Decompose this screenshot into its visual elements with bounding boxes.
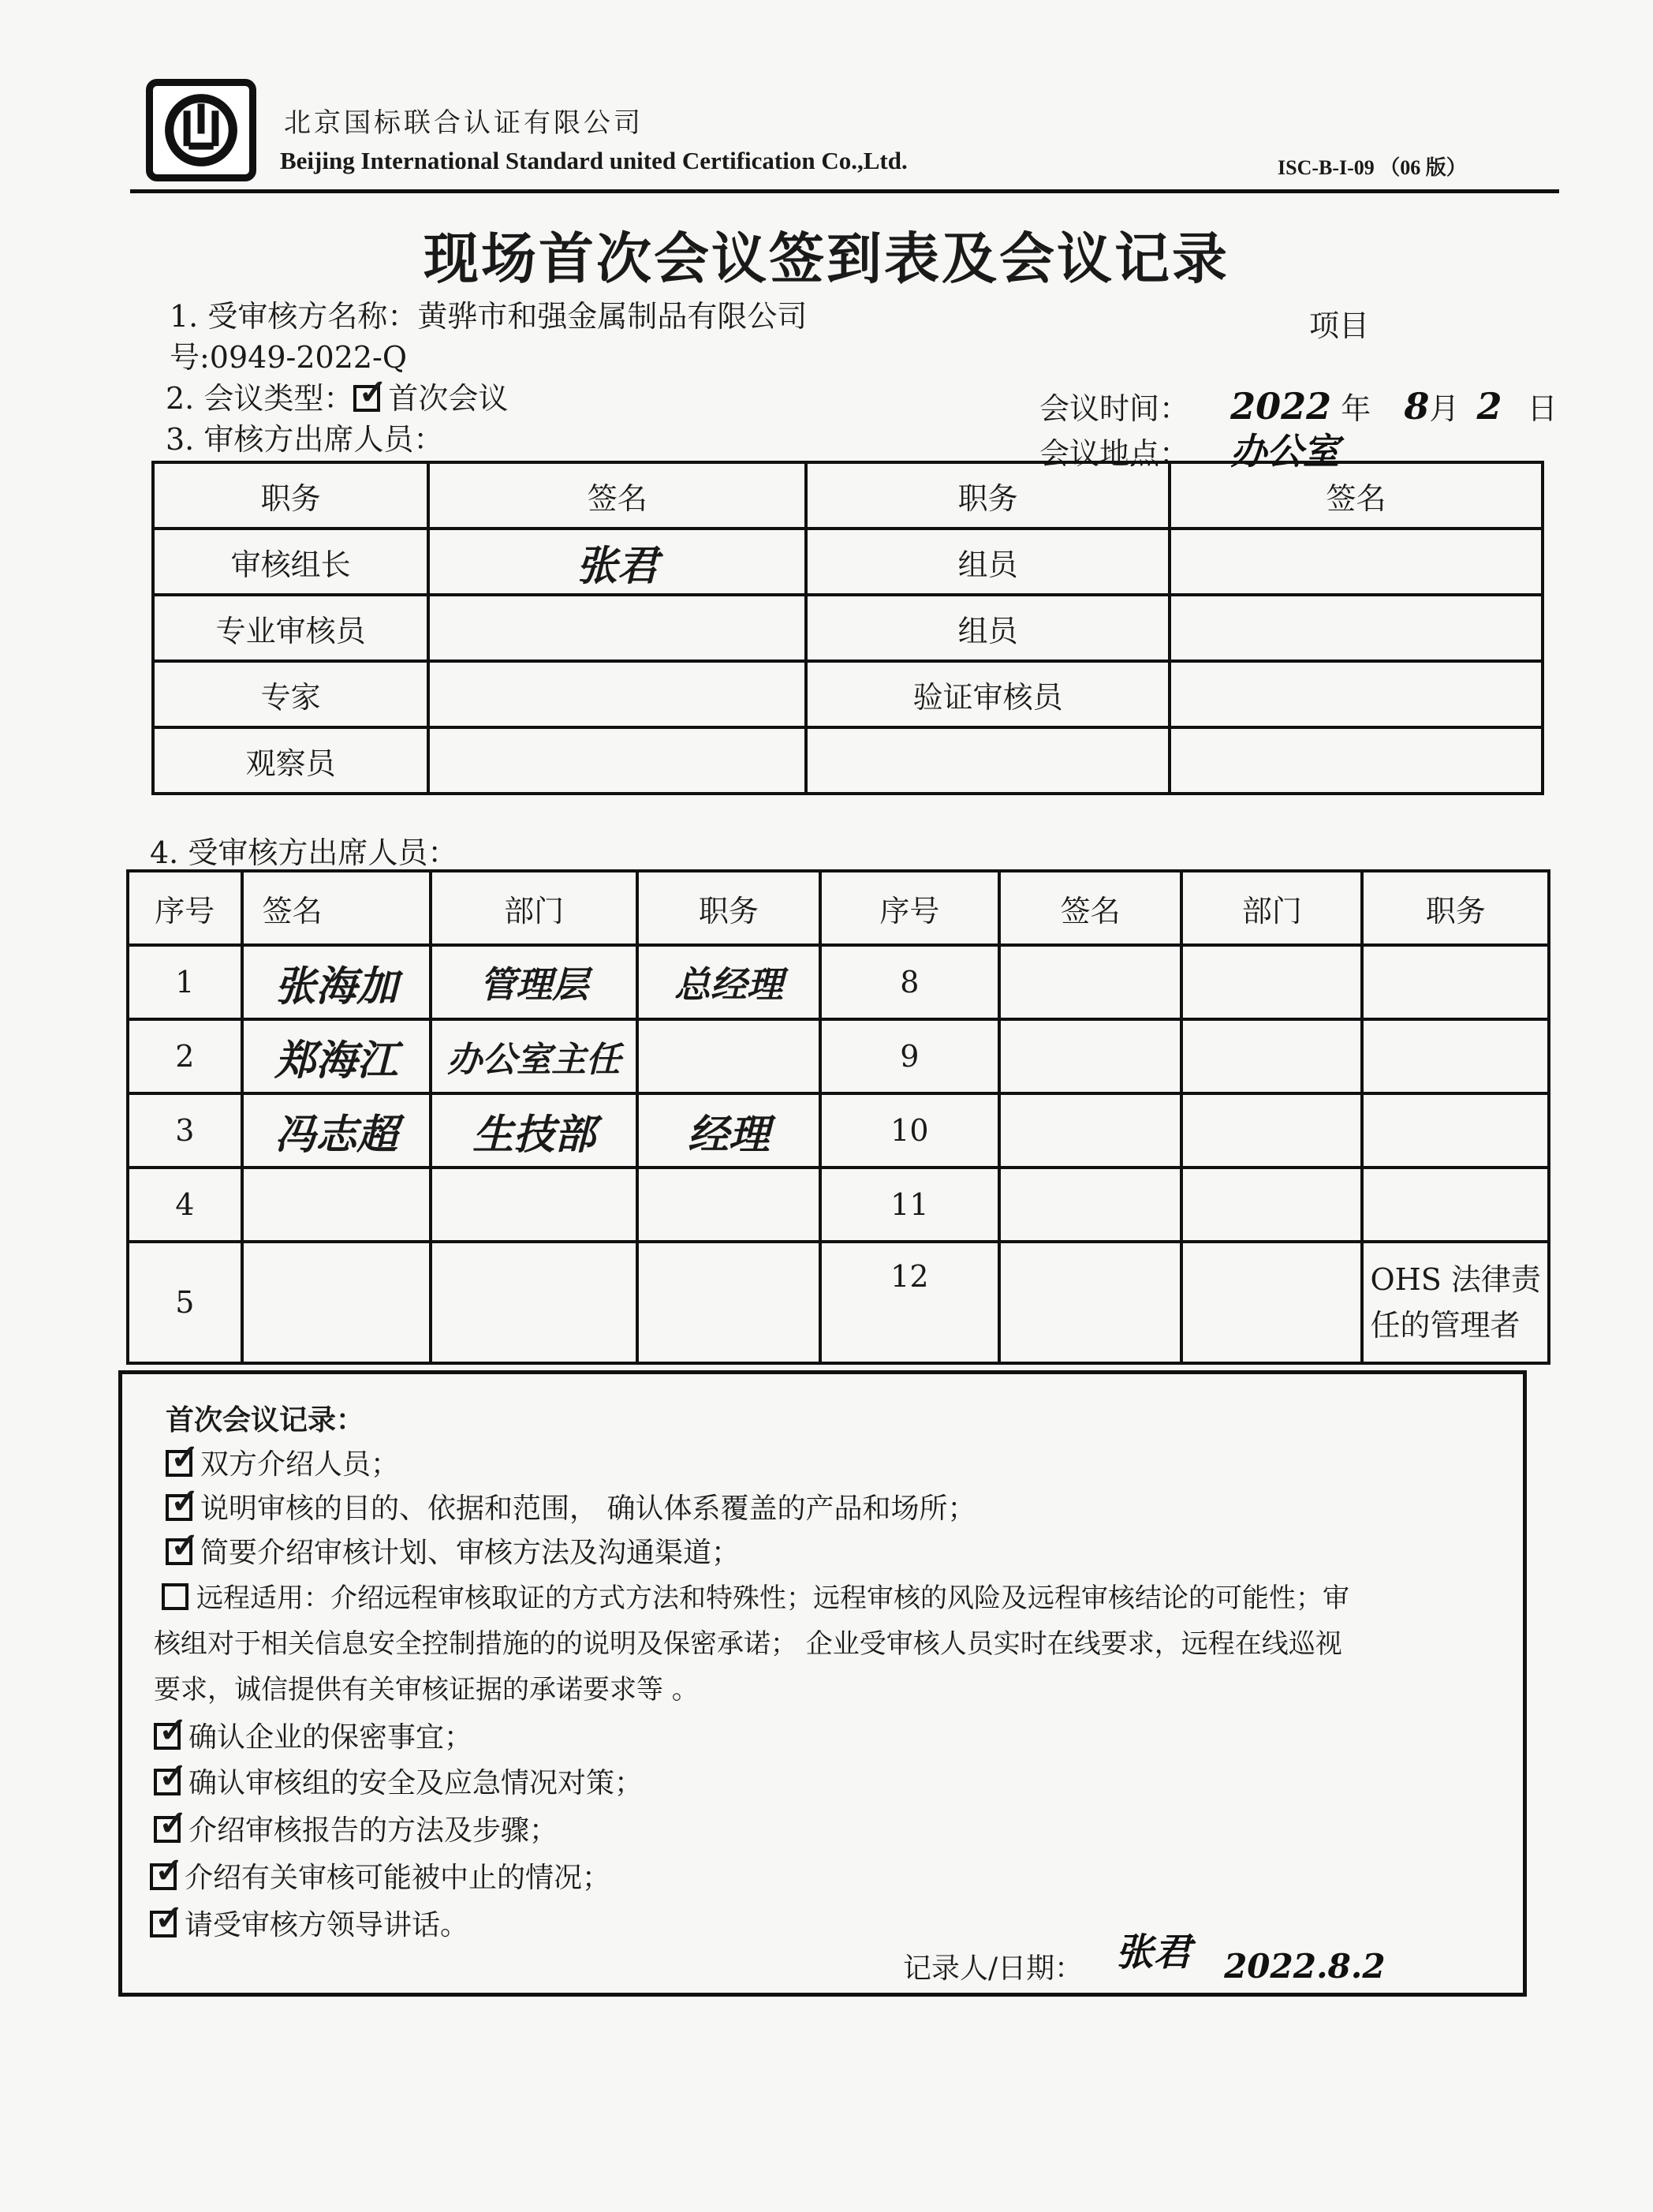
meeting-year: 2022 bbox=[1230, 385, 1332, 428]
job-title-cell bbox=[637, 1019, 820, 1093]
company-name-en: Beijing International Standard united Certification Co.,Ltd. bbox=[280, 147, 908, 174]
signature-cell bbox=[242, 1242, 431, 1363]
header-no-2: 序号 bbox=[820, 871, 999, 945]
signature-cell bbox=[428, 727, 806, 794]
table-row bbox=[128, 945, 1549, 1019]
department-cell bbox=[1181, 1168, 1362, 1242]
table-row bbox=[153, 661, 1543, 727]
year-unit: 年 bbox=[1341, 391, 1371, 426]
table-row bbox=[128, 1019, 1549, 1093]
row-number: 11 bbox=[820, 1168, 999, 1242]
meeting-month: 8 bbox=[1404, 385, 1430, 428]
auditee-label: 1. 受审核方名称： bbox=[170, 299, 418, 334]
job-title-cell bbox=[637, 1168, 820, 1242]
header-divider bbox=[130, 189, 1559, 193]
record-item bbox=[154, 1761, 643, 1801]
signature-cell bbox=[999, 1242, 1181, 1363]
project-label: 项目 bbox=[1309, 308, 1370, 343]
recorder-date: 2022.8.2 bbox=[1224, 1947, 1386, 1986]
record-checkbox[interactable] bbox=[154, 1816, 181, 1843]
record-item bbox=[166, 1486, 976, 1526]
signature-cell: 郑海江 bbox=[242, 1019, 431, 1093]
role-cell bbox=[806, 727, 1170, 794]
record-item-text: 简要介绍审核计划、审核方法及沟通渠道； bbox=[200, 1537, 741, 1569]
record-item bbox=[150, 1855, 610, 1896]
header-signature-spread bbox=[244, 887, 430, 930]
role-cell: 组员 bbox=[806, 595, 1170, 661]
department-cell: 生技部 bbox=[431, 1093, 637, 1168]
department-cell bbox=[1181, 1093, 1362, 1168]
page-title: 现场首次会议签到表及会议记录 bbox=[424, 226, 1229, 291]
job-title-cell bbox=[1362, 1093, 1549, 1168]
header-title-1: 职务 bbox=[637, 871, 820, 945]
signature-cell bbox=[1170, 727, 1543, 794]
table-row bbox=[153, 727, 1543, 794]
record-item-text: 请受审核方领导讲话。 bbox=[185, 1909, 469, 1941]
role-cell: 观察员 bbox=[153, 727, 428, 794]
department-cell bbox=[1181, 945, 1362, 1019]
job-title-cell bbox=[1362, 945, 1549, 1019]
table-row bbox=[128, 1242, 1549, 1363]
header-signature-2: 签名 bbox=[1170, 462, 1543, 529]
record-checkbox[interactable] bbox=[166, 1450, 192, 1477]
header-title-2: 职务 bbox=[1362, 871, 1549, 945]
signature-cell bbox=[428, 595, 806, 661]
record-item bbox=[166, 1530, 740, 1571]
row-number: 1 bbox=[128, 945, 242, 1019]
header-signature-1 bbox=[242, 871, 431, 945]
meeting-record-box bbox=[118, 1370, 1527, 1997]
header-no-1: 序号 bbox=[128, 871, 242, 945]
meeting-type-label: 2. 会议类型： bbox=[166, 381, 354, 416]
auditee-name: 黄骅市和强金属制品有限公司 bbox=[417, 299, 808, 334]
record-item-text: 介绍有关审核可能被中止的情况； bbox=[185, 1862, 611, 1894]
table-header-row bbox=[153, 462, 1543, 529]
company-name-cn: 北京国标联合认证有限公司 bbox=[284, 107, 644, 139]
role-cell: 验证审核员 bbox=[806, 661, 1170, 727]
month-unit: 月 bbox=[1429, 391, 1460, 426]
job-title-cell: 总经理 bbox=[637, 945, 820, 1019]
header-dept-2: 部门 bbox=[1181, 871, 1362, 945]
day-unit: 日 bbox=[1527, 391, 1558, 426]
signature-cell bbox=[999, 945, 1181, 1019]
signature-cell bbox=[428, 661, 806, 727]
row-number: 9 bbox=[820, 1019, 999, 1093]
record-item bbox=[150, 1903, 468, 1943]
record-item-continuation: 核组对于相关信息安全控制措施的的说明及保密承诺； 企业受审核人员实时在线要求，远程在线巡视 bbox=[154, 1628, 1342, 1660]
recorder-signature: 张君 bbox=[1115, 1930, 1192, 1975]
row-number: 5 bbox=[128, 1242, 242, 1363]
form-number: ISC-B-I-09 （06 版） bbox=[1278, 156, 1467, 179]
row-number: 12 bbox=[820, 1242, 999, 1363]
record-title: 首次会议记录： bbox=[166, 1403, 365, 1437]
record-item bbox=[154, 1808, 558, 1848]
department-cell: 管理层 bbox=[431, 945, 637, 1019]
isc-logo-icon bbox=[146, 79, 256, 181]
signature-cell bbox=[999, 1093, 1181, 1168]
record-checkbox[interactable] bbox=[154, 1769, 181, 1795]
signature-cell: 张君 bbox=[428, 529, 806, 595]
department-cell: 办公室主任 bbox=[431, 1019, 637, 1093]
role-cell: 组员 bbox=[806, 529, 1170, 595]
project-number: 号:0949-2022-Q bbox=[170, 340, 408, 375]
signature-cell bbox=[999, 1168, 1181, 1242]
audit-team-table bbox=[151, 461, 1544, 795]
table-row bbox=[153, 529, 1543, 595]
record-item-text: 确认企业的保密事宜； bbox=[188, 1721, 473, 1754]
record-item-text: 远程适用：介绍远程审核取证的方式方法和特殊性；远程审核的风险及远程审核结论的可能性；审 bbox=[196, 1582, 1349, 1614]
recorder-label: 记录人/日期： bbox=[903, 1952, 1084, 1985]
row-number: 2 bbox=[128, 1019, 242, 1093]
department-cell bbox=[1181, 1242, 1362, 1363]
header-dept-1: 部门 bbox=[431, 871, 637, 945]
auditee-attendees-table bbox=[126, 869, 1550, 1365]
record-checkbox[interactable] bbox=[150, 1863, 177, 1890]
row-number: 8 bbox=[820, 945, 999, 1019]
meeting-type-line bbox=[166, 374, 508, 417]
header-signature-2: 签名 bbox=[999, 871, 1181, 945]
record-item bbox=[166, 1442, 399, 1482]
job-title-cell: OHS 法律责任的管理者 bbox=[1362, 1242, 1549, 1363]
signature-cell bbox=[242, 1168, 431, 1242]
meeting-place-label: 会议地点： bbox=[1039, 436, 1190, 471]
record-item bbox=[162, 1576, 1349, 1615]
record-checkbox[interactable] bbox=[166, 1538, 192, 1565]
row-number: 3 bbox=[128, 1093, 242, 1168]
table-row bbox=[128, 1093, 1549, 1168]
job-title-cell bbox=[637, 1242, 820, 1363]
role-cell: 专家 bbox=[153, 661, 428, 727]
record-checkbox[interactable] bbox=[154, 1723, 181, 1750]
table-header-row bbox=[128, 871, 1549, 945]
meeting-day: 2 bbox=[1476, 385, 1502, 428]
record-checkbox[interactable] bbox=[162, 1583, 188, 1610]
audit-team-label: 3. 审核方出席人员： bbox=[166, 422, 444, 457]
meeting-type-checkbox[interactable] bbox=[353, 385, 380, 412]
record-checkbox[interactable] bbox=[150, 1911, 177, 1937]
header-role-2: 职务 bbox=[806, 462, 1170, 529]
row-number: 4 bbox=[128, 1168, 242, 1242]
row-number: 10 bbox=[820, 1093, 999, 1168]
role-cell: 专业审核员 bbox=[153, 595, 428, 661]
signature-cell bbox=[1170, 595, 1543, 661]
auditee-attendees-label: 4. 受审核方出席人员： bbox=[150, 835, 458, 870]
recorder-line bbox=[903, 1930, 1386, 1989]
header-role-1: 职务 bbox=[153, 462, 428, 529]
signature-cell bbox=[999, 1019, 1181, 1093]
meeting-type-value: 首次会议 bbox=[388, 381, 509, 416]
meeting-time-label: 会议时间： bbox=[1039, 391, 1190, 426]
record-item-text: 说明审核的目的、依据和范围， 确认体系覆盖的产品和场所； bbox=[200, 1493, 976, 1525]
signature-cell bbox=[1170, 529, 1543, 595]
record-item-text: 确认审核组的安全及应急情况对策； bbox=[188, 1767, 644, 1799]
auditee-line bbox=[170, 292, 807, 335]
department-cell bbox=[431, 1168, 637, 1242]
record-item-text: 双方介绍人员； bbox=[200, 1448, 400, 1481]
logo-mark bbox=[153, 86, 249, 174]
meeting-place-value: 办公室 bbox=[1230, 430, 1340, 473]
job-title-cell: 经理 bbox=[637, 1093, 820, 1168]
meeting-time-line bbox=[1039, 384, 1558, 428]
signature-cell: 冯志超 bbox=[242, 1093, 431, 1168]
header-signature-1: 签名 bbox=[428, 462, 806, 529]
table-row bbox=[153, 595, 1543, 661]
signature-cell bbox=[1170, 661, 1543, 727]
record-item bbox=[154, 1715, 472, 1755]
department-cell bbox=[431, 1242, 637, 1363]
job-title-cell bbox=[1362, 1019, 1549, 1093]
department-cell bbox=[1181, 1019, 1362, 1093]
record-checkbox[interactable] bbox=[166, 1494, 192, 1521]
record-item-continuation: 要求，诚信提供有关审核证据的承诺要求等 。 bbox=[154, 1674, 699, 1706]
table-row bbox=[128, 1168, 1549, 1242]
signature-cell: 张海加 bbox=[242, 945, 431, 1019]
role-cell: 审核组长 bbox=[153, 529, 428, 595]
record-item-text: 介绍审核报告的方法及步骤； bbox=[188, 1814, 558, 1847]
job-title-cell bbox=[1362, 1168, 1549, 1242]
header-signature-1-text: 签名 bbox=[262, 893, 323, 929]
